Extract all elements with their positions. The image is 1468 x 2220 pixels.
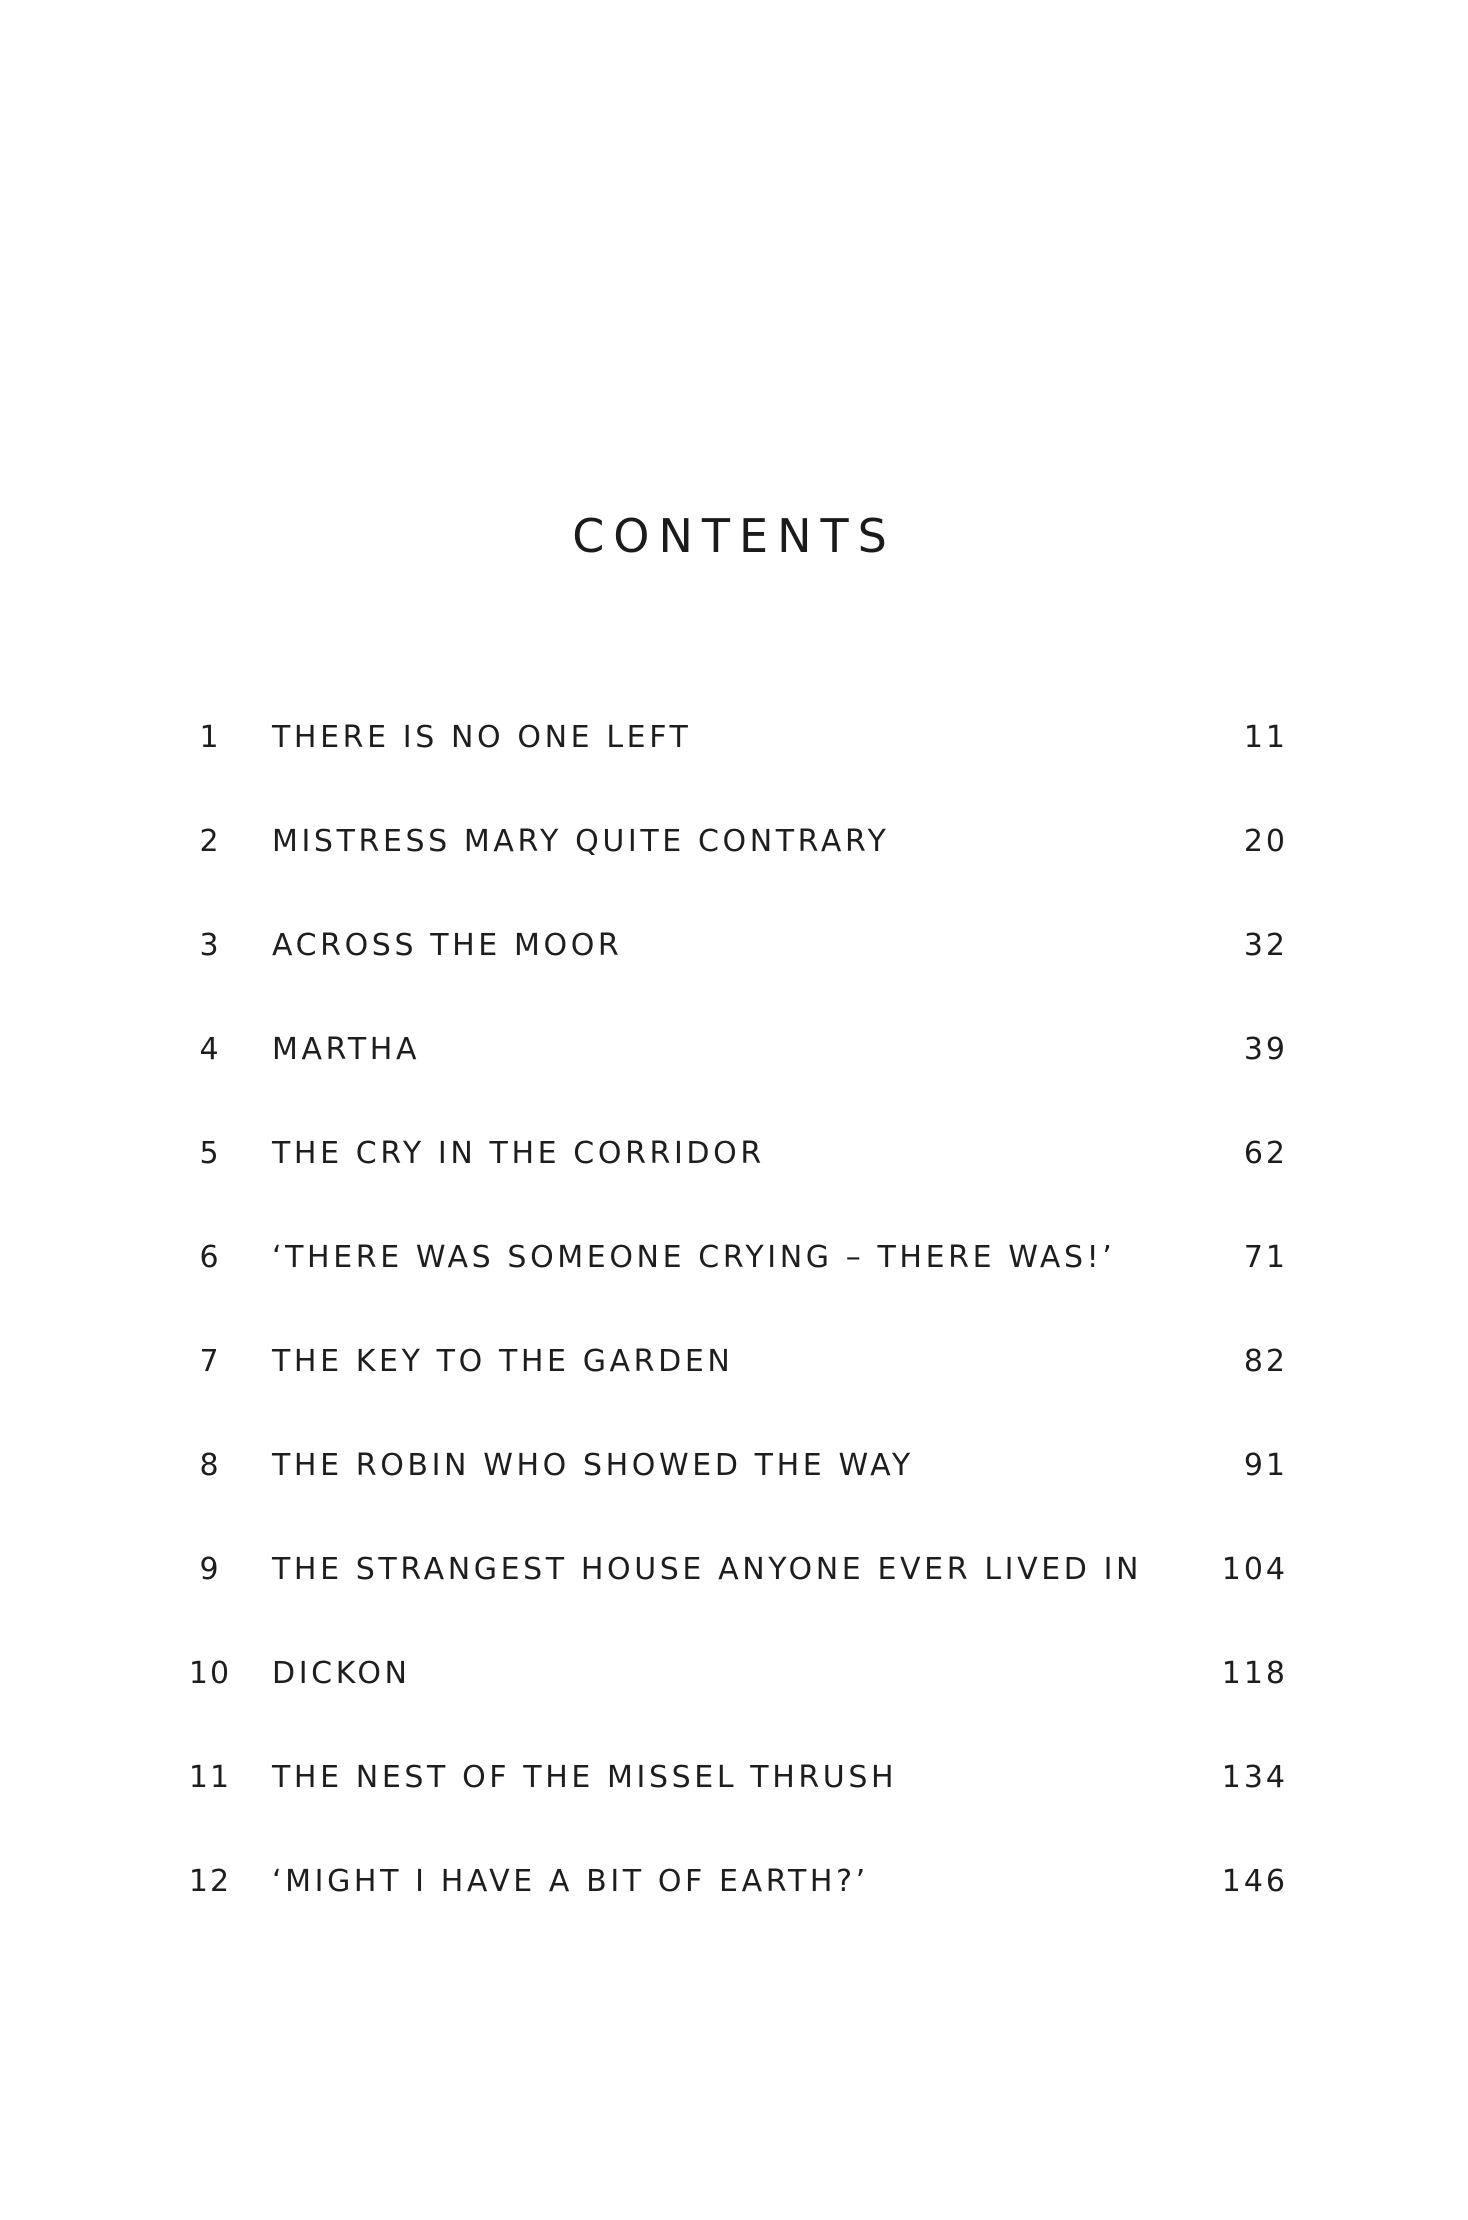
chapter-title: MISTRESS MARY QUITE CONTRARY [272,824,890,859]
chapter-title: THE ROBIN WHO SHOWED THE WAY [272,1448,914,1483]
chapter-title: THE STRANGEST HOUSE ANYONE EVER LIVED IN [272,1552,1143,1587]
toc-entry-9 [0,1548,1468,1592]
chapter-number: 12 [188,1864,232,1899]
chapter-number: 6 [199,1240,221,1275]
page-number: 20 [1243,824,1288,859]
page-number: 104 [1221,1552,1288,1587]
chapter-number: 2 [199,824,221,859]
chapter-title: ‘THERE WAS SOMEONE CRYING – THERE WAS!’ [272,1240,1116,1275]
chapter-title: THE NEST OF THE MISSEL THRUSH [272,1760,898,1795]
toc-entry-4 [0,1028,1468,1072]
chapter-title: DICKON [272,1656,411,1691]
page-number: 82 [1243,1344,1288,1379]
chapter-title: THE KEY TO THE GARDEN [272,1344,734,1379]
toc-entry-10 [0,1652,1468,1696]
chapter-title: THERE IS NO ONE LEFT [272,720,692,755]
toc-entry-8 [0,1444,1468,1488]
page-title: CONTENTS [572,509,896,563]
toc-entry-6 [0,1236,1468,1280]
toc-entry-2 [0,820,1468,864]
chapter-number: 10 [188,1656,232,1691]
page-number: 62 [1243,1136,1288,1171]
chapter-number: 8 [199,1448,221,1483]
page-number: 91 [1243,1448,1288,1483]
toc-entry-5 [0,1132,1468,1176]
toc-entry-11 [0,1756,1468,1800]
chapter-number: 4 [199,1032,221,1067]
page-number: 146 [1221,1864,1288,1899]
toc-entry-3 [0,924,1468,968]
toc-entry-1 [0,716,1468,760]
chapter-number: 11 [188,1760,232,1795]
chapter-title: MARTHA [272,1032,421,1067]
page-number: 39 [1243,1032,1288,1067]
chapter-number: 7 [199,1344,221,1379]
toc-entry-7 [0,1340,1468,1384]
page-number: 11 [1243,720,1288,755]
chapter-number: 3 [199,928,221,963]
page-number: 134 [1221,1760,1288,1795]
page-number: 32 [1243,928,1288,963]
page-number: 118 [1221,1656,1288,1691]
chapter-number: 1 [199,720,221,755]
page-number: 71 [1243,1240,1288,1275]
toc-entry-12 [0,1860,1468,1904]
chapter-title: ACROSS THE MOOR [272,928,623,963]
chapter-number: 9 [199,1552,221,1587]
chapter-number: 5 [199,1136,221,1171]
chapter-title: ‘MIGHT I HAVE A BIT OF EARTH?’ [272,1864,869,1899]
chapter-title: THE CRY IN THE CORRIDOR [272,1136,765,1171]
